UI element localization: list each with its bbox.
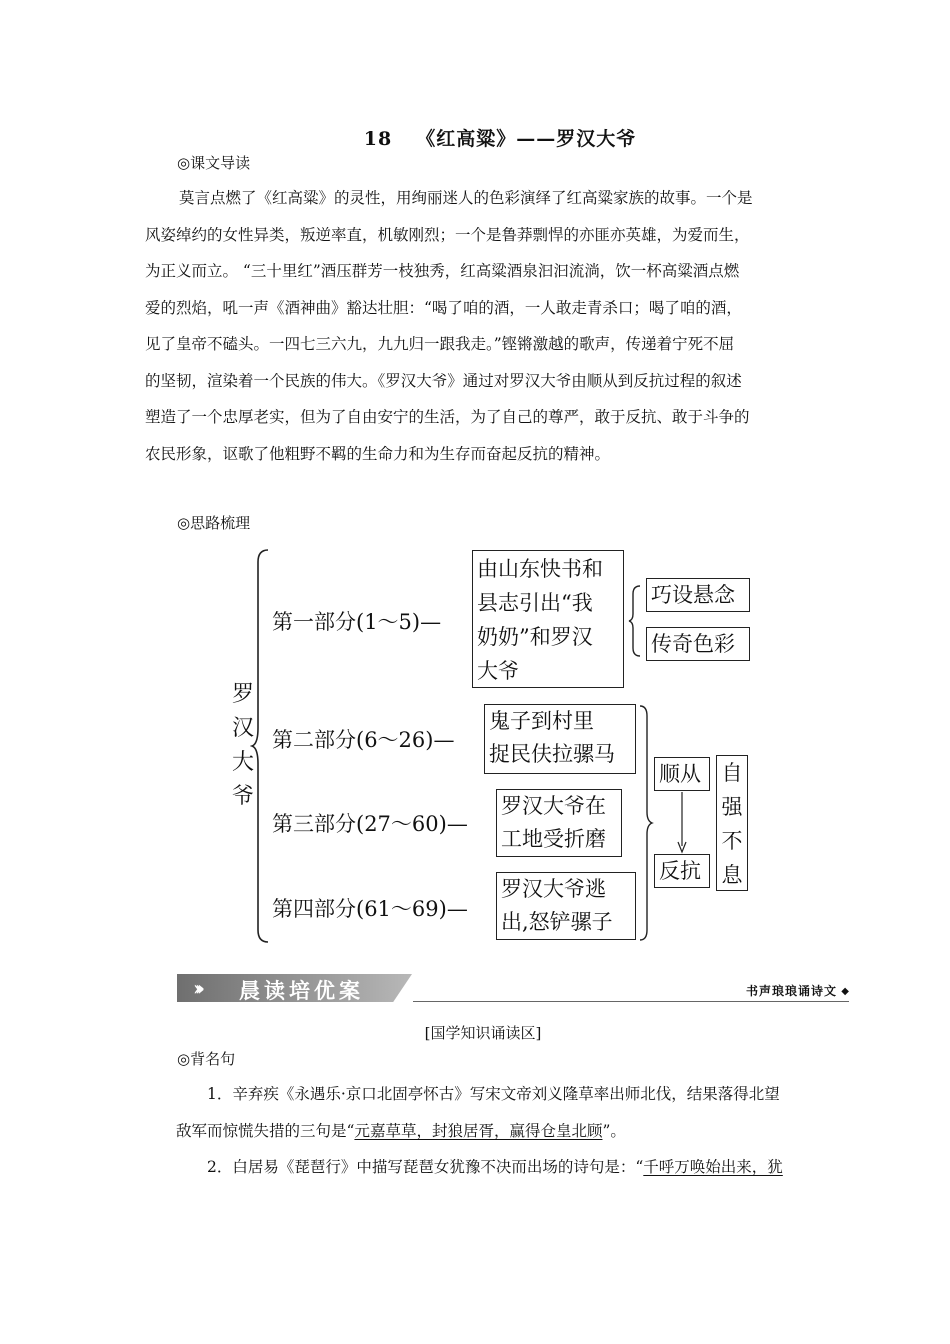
question-1-line-1: 1．辛弃疾《永遇乐·京口北固亭怀古》写宋文帝刘义隆草率出师北伐，结果落得北望 [207,1085,780,1103]
intro-line: 农民形象，讴歌了他粗野不羁的生命力和为生存而奋起反抗的精神。 [145,444,611,463]
part-4-box [496,872,636,940]
double-chevron-icon: ››› [193,976,199,1000]
question-1-answer: 元嘉草草，封狼居胥，赢得仓皇北顾 [354,1121,603,1140]
part-2-label: 第二部分(6～26)— [272,728,455,752]
intro-line: 塑造了一个忠厚老实，但为了自由安宁的生活，为了自己的尊严，敢于反抗、敢于斗争的 [145,408,750,426]
part-3-label: 第三部分(27～60)— [272,812,468,836]
memorize-heading: ◎背名句 [177,1050,236,1068]
question-1-prefix: 敌军而惊慌失措的三句是“ [176,1121,355,1140]
intro-line: 为正义而立。 “三十里红”酒压群芳一枝独秀，红高粱酒泉汩汩流淌，饮一杯高粱酒点燃 [145,262,740,280]
part-1-label: 第一部分(1～5)— [272,610,442,634]
root-char: 爷 [231,784,254,809]
part-4-label: 第四部分(61～69)— [272,897,468,921]
lesson-title: 《红高粱》——罗汉大爷 [416,128,637,150]
intro-line: 莫言点燃了《红高粱》的灵性，用绚丽迷人的色彩演绎了红高粱家族的故事。一个是 [179,189,753,207]
part-1-box [472,550,624,688]
banner-title: 晨读培优案 [239,979,364,1003]
box-line: 罗汉大爷在 [501,794,606,818]
question-2-answer: 千呼万唤始出来，犹 [643,1158,783,1176]
spirit-char: 自 [721,761,743,785]
spirit-char: 不 [721,829,743,853]
box-line: 罗汉大爷逃 [501,877,606,901]
spirit-char: 息 [721,863,743,887]
question-list [176,1076,806,1186]
box-line: 县志引出“我 [477,591,593,615]
part-3-box [496,789,622,857]
parts-brace [638,704,654,942]
root-char: 大 [231,750,254,775]
question-1-suffix: ”。 [602,1121,626,1140]
box-line: 捉民伕拉骡马 [489,742,615,766]
intro-line: 风姿绰约的女性异类，叛逆率直，机敏刚烈；一个是鲁莽剽悍的亦匪亦英雄，为爱而生， [145,225,750,244]
box-line: 由山东快书和 [477,557,603,581]
section-banner [177,972,849,1004]
diamond-icon: ◆ [841,986,849,997]
outline-heading: ◎思路梳理 [177,514,251,532]
technique-brace [628,584,642,658]
resistance-box: 反抗 [654,854,710,888]
obedience-box: 顺从 [654,757,710,791]
intro-line: 爱的烈焰，吼一声《酒神曲》豁达壮胆：“喝了咱的酒，一人敢走青杀口；喝了咱的酒， [145,298,742,317]
intro-line: 的坚韧，渲染着一个民族的伟大。《罗汉大爷》通过对罗汉大爷由顺从到反抗过程的叙述 [145,371,742,390]
question-2-line-1 [176,1149,806,1186]
spirit-box [716,755,748,891]
lesson-number: 18 [363,128,393,150]
box-line: 出,怒铲骡子 [501,910,613,934]
zone-label: [国学知识诵读区] [424,1024,542,1042]
banner-rule [413,1001,849,1002]
spirit-char: 强 [721,795,743,819]
intro-line: 见了皇帝不磕头。一四七三六九，九九归一跟我走。”铿锵激越的歌声，传递着宁死不屈 [145,335,735,353]
part-2-box [484,704,636,774]
root-label [228,678,258,814]
intro-heading: ◎课文导读 [177,154,251,172]
box-line: 工地受折磨 [501,827,606,851]
root-char: 汉 [231,716,254,741]
technique-legend: 传奇色彩 [646,627,750,661]
technique-suspense: 巧设悬念 [646,578,750,612]
box-line: 鬼子到村里 [489,709,594,733]
box-line: 奶奶”和罗汉 [477,625,593,649]
question-2-prefix: 2．白居易《琵琶行》中描写琵琶女犹豫不决而出场的诗句是：“ [207,1158,644,1176]
box-line: 大爷 [477,659,519,683]
question-1-line-2 [176,1113,806,1150]
root-char: 罗 [231,682,254,707]
arrow-down-icon [676,792,688,854]
banner-subtitle: 书声琅琅诵诗文 [745,984,837,998]
